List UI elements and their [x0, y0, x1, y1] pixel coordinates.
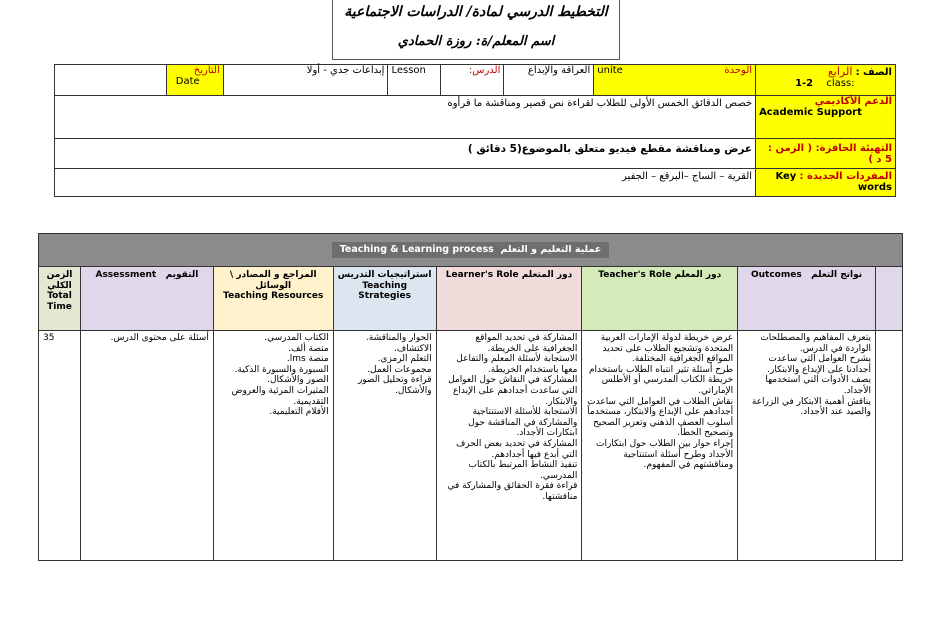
- list-item: الحوار والمناقشة.: [365, 333, 432, 343]
- page-title: التخطيط الدرسي لمادة/ الدراسات الاجتماعية: [344, 4, 608, 20]
- process-banner-row: [39, 234, 903, 267]
- col-teacher-role: Teacher's Role دور المعلم: [582, 267, 738, 331]
- date-label: التاريخ Date: [166, 65, 223, 96]
- list-item: يصف الأدوات التي استخدمها الأجداد.: [765, 375, 871, 396]
- lesson-label-en: Lesson: [388, 65, 441, 96]
- list-item: يشرح العوامل التي ساعدت أجدادنا على الإبداع والابتكار.: [767, 354, 871, 375]
- col-resources: المراجع و المصادر \ الوسائل Teaching Resources: [213, 267, 333, 331]
- list-item: السبورة والسبورة الذكية.: [234, 364, 329, 375]
- list-item: الاكتشاف.: [393, 343, 432, 354]
- title-box: [332, 0, 620, 60]
- col-time: الزمن الكلي Total Time: [39, 267, 81, 331]
- list-item: إجراء حوار بين الطلاب حول ابتكارات الأجداد وطرح أسئلة استنتاجية ومناقشتهم في المفهوم.: [596, 438, 734, 471]
- list-item: أسئلة على محتوى الدرس.: [110, 333, 209, 343]
- learner-role-list: [436, 331, 582, 561]
- lesson-value: إبداعات جدي - أولا: [223, 65, 388, 96]
- list-item: المشاركة في تحديد بعض الحرف التي أبدع فيها أجدادهم.: [455, 438, 578, 460]
- unit-label-ar: الوحدة: [646, 65, 756, 96]
- total-time-value: 35: [39, 331, 81, 561]
- list-item: نقاش الطلاب في العوامل التي ساعدت أجدادهم على الإبداع والابتكار، مستخدماً أسلوب العصف الذهني وتعزيز الصحيح وتصحيح الخطأ.: [587, 396, 734, 439]
- keywords-label: المفردات الجديدة : Key words: [756, 169, 896, 197]
- col-learner-role: Learner's Role دور المتعلم: [436, 267, 582, 331]
- list-item: منصة lms.: [286, 354, 329, 365]
- academic-support-label: الدعم الأكاديمي Academic Support: [756, 96, 896, 139]
- col-outcomes: Outcomes نواتج التعلم: [738, 267, 876, 331]
- assessment-list: [80, 331, 213, 561]
- list-item: التعلم الرمزي.: [377, 354, 432, 365]
- list-item: طرح أسئلة تثير انتباه الطلاب باستخدام خريطة الكتاب المدرسي أو الأطلس الإماراتي.: [588, 364, 734, 396]
- warmup-text: عرض ومناقشة مقطع فيديو متعلق بالموضوع(5 دقائق ): [55, 139, 756, 169]
- list-item: منصة ألف.: [288, 343, 329, 354]
- resources-list: [213, 331, 333, 561]
- unit-label-en: unite: [594, 65, 646, 96]
- col-strategies: استراتيجيات التدريس Teaching Strategies: [333, 267, 436, 331]
- list-item: يتعرف المفاهيم والمصطلحات الواردة في الدرس.: [760, 333, 871, 354]
- list-item: الاستجابة للأسئلة الاستنتاجية والمشاركة في المناقشة حول ابتكارات الأجداد.: [468, 407, 578, 439]
- academic-support-text: خصص الدقائق الخمس الأولى للطلاب لقراءة نص قصير ومناقشة ما قرأوه: [55, 96, 756, 139]
- outcomes-list: [738, 331, 876, 561]
- empty-cell: [876, 331, 903, 561]
- list-item: تنفيذ النشاط المرتبط بالكتاب المدرسي.: [468, 460, 578, 481]
- unit-value: العراقة والإبداع: [504, 65, 594, 96]
- list-item: الكتاب المدرسي.: [264, 333, 329, 343]
- teaching-learning-table: [38, 233, 903, 561]
- list-item: الأفلام التعليمية.: [269, 407, 329, 418]
- list-item: المثيرات المرئية والعروض التقديمية.: [231, 385, 329, 407]
- lesson-info-table: [54, 64, 896, 197]
- col-extra: [876, 267, 903, 331]
- list-item: مجموعات العمل.: [367, 364, 432, 375]
- strategies-list: [333, 331, 436, 561]
- list-item: قراءة فقرة الحقائق والمشاركة في مناقشتها.: [447, 481, 578, 502]
- list-item: الصور والأشكال.: [267, 375, 329, 386]
- col-assessment: Assessment التقويم: [80, 267, 213, 331]
- list-item: عرض خريطة لدولة الإمارات العربية المتحدة وتشجيع الطلاب على تحديد المواقع الجغرافية المختلفة.: [600, 333, 734, 365]
- grade-cell: الصف : الرابع 1-2 class:: [756, 65, 896, 96]
- list-item: يناقش أهمية الابتكار في الزراعة والصيد عند الأجداد.: [751, 396, 871, 418]
- list-item: الاستجابة لأسئلة المعلم والتفاعل معها باستخدام الخريطة.: [456, 354, 578, 375]
- teacher-name: اسم المعلم/ة: روزة الحمادي: [397, 34, 555, 49]
- warmup-label: التهيئة الحافزة: ( الزمن : 5 د ): [756, 139, 896, 169]
- list-item: المشاركة في تحديد المواقع الجغرافية على الخريطة.: [475, 333, 578, 354]
- list-item: المشاركة في النقاش حول العوامل التي ساعدت أجدادهم على الإبداع والابتكار.: [448, 375, 578, 407]
- process-banner: Teaching & Learning process عملية التعليم و التعلم: [332, 242, 610, 259]
- empty-cell: [55, 65, 167, 96]
- list-item: قراءة وتحليل الصور والأشكال.: [357, 375, 432, 396]
- keywords-text: القرية – الساج –البرقع – الجفير: [55, 169, 756, 197]
- teacher-role-list: [582, 331, 738, 561]
- lesson-label-ar: الدرس:: [441, 65, 504, 96]
